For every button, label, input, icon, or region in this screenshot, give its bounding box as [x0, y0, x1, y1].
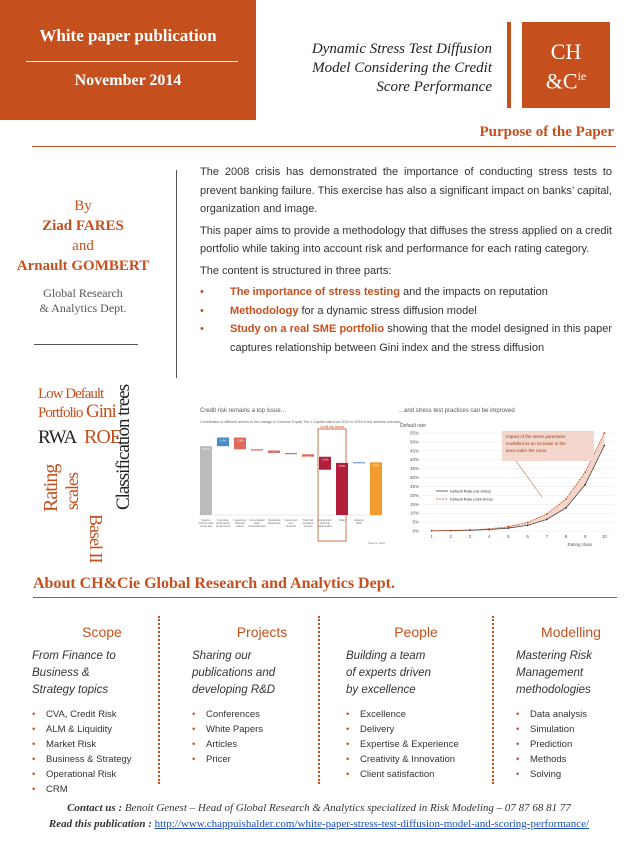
x-axis-label: Rating class — [567, 542, 592, 547]
svg-text:2013 fin ratio: 2013 fin ratio — [198, 522, 214, 525]
purpose-divider — [32, 146, 616, 147]
y-tick-label: 45% — [409, 448, 419, 454]
waterfall-value-label: 8.5% — [373, 464, 379, 468]
column-list — [192, 707, 332, 767]
svg-text:financial: financial — [286, 525, 296, 528]
svg-text:2016: 2016 — [356, 522, 362, 525]
about-heading: About CH&Cie Global Research and Analytics Dept. — [33, 575, 395, 592]
waterfall-chart-title: Contribution of different drivers to the change in Common Equity Tier 1 Capital ratio from 2013 to 2016 in the adverse scenario — [200, 420, 401, 424]
y-tick-label: 10% — [409, 510, 419, 516]
svg-text:Operating: Operating — [217, 519, 229, 522]
svg-text:assets after: assets after — [318, 525, 332, 528]
y-axis-label: Default rate — [400, 423, 426, 429]
word-basel: Basel II — [86, 514, 106, 563]
x-tick-label: 4 — [487, 534, 491, 539]
data-point — [546, 519, 548, 521]
column-description: Sharing our publications and developing R&D — [192, 650, 276, 696]
word-scales: scales — [62, 473, 82, 510]
list-item: • Simulation — [516, 722, 626, 737]
x-tick-label: 10 — [601, 534, 607, 539]
data-point — [431, 530, 433, 532]
data-point — [508, 526, 510, 528]
svg-text:financial: financial — [235, 522, 245, 525]
contact-text: Benoit Genest – Head of Global Research & Analytics specialized in Risk Modeling – 07 87 68 81 77 — [122, 802, 571, 814]
list-item: • Creativity & Innovation — [346, 752, 486, 767]
column-list — [32, 707, 172, 797]
read-label: Read this publication : — [48, 818, 152, 830]
publication-date: November 2014 — [74, 72, 182, 89]
data-point — [546, 513, 548, 515]
x-tick-label: 5 — [507, 534, 510, 539]
about-column-projects — [192, 624, 332, 767]
department-line: & Analytics Dept. — [39, 301, 127, 315]
right-chart-caption: …and stress test practices can be improved — [398, 408, 515, 414]
list-item: • Pricer — [192, 752, 332, 767]
data-point — [604, 445, 606, 447]
data-point — [527, 524, 529, 526]
list-item: • Excellence — [346, 707, 486, 722]
authors-divider — [34, 344, 138, 345]
list-item: • Prediction — [516, 737, 626, 752]
word-classification: Classification trees — [113, 384, 134, 510]
paper-title — [272, 40, 492, 97]
logo-text-c: &C — [545, 68, 578, 94]
svg-text:stress test: stress test — [200, 525, 212, 528]
purpose-paragraph: The 2008 crisis has demonstrated the importance of conducting stress tests to prevent banking failure. This exercise has also a significant impact on banks’ capital, organization and image. — [200, 166, 612, 215]
stress-waterfall-chart — [196, 417, 401, 547]
x-tick-label: 8 — [564, 534, 568, 539]
column-title: People — [394, 624, 438, 640]
y-tick-label: 5% — [412, 519, 419, 525]
legend-label-pre: Default Rate pre-stress — [450, 488, 492, 494]
y-tick-label: 0% — [412, 528, 419, 534]
svg-text:financial: financial — [320, 522, 330, 525]
data-point — [527, 522, 529, 524]
column-description: Mastering Risk Management methodologies — [516, 650, 593, 696]
y-tick-label: 40% — [409, 457, 419, 463]
data-point — [469, 529, 471, 531]
list-item: • Articles — [192, 737, 332, 752]
logo-text-cie — [522, 64, 610, 93]
annotation-arrow — [516, 461, 542, 497]
waterfall-bar — [370, 462, 382, 515]
word-gini: Gini — [86, 401, 116, 422]
legend-label-post: Default Rate post-stress — [450, 496, 493, 502]
svg-text:Adverse: Adverse — [354, 519, 364, 522]
impact-box-label: Credit risk impact — [319, 425, 345, 429]
list-item: • CRM — [32, 782, 172, 797]
by-label: By — [74, 198, 92, 214]
svg-text:Impairment: Impairment — [318, 519, 332, 522]
purpose-bullet: • Study on a real SME portfolio showing that the model designed in this paper captures relationship between Gini index and the stress diffusion — [200, 323, 612, 354]
banner-divider — [26, 61, 238, 62]
list-item: • Delivery — [346, 722, 486, 737]
list-item: • Conferences — [192, 707, 332, 722]
purpose-paragraph: The content is structured in three parts: — [200, 264, 392, 277]
data-point — [584, 471, 586, 473]
purpose-bullet-list — [200, 283, 612, 357]
waterfall-value-label: -0.2% — [287, 455, 295, 458]
data-point — [565, 507, 567, 509]
x-tick-label: 2 — [449, 534, 453, 539]
data-point — [604, 432, 606, 434]
waterfall-bar — [353, 462, 365, 463]
waterfall-value-label: -2.1% — [321, 458, 329, 462]
list-item: • Client satisfaction — [346, 767, 486, 782]
x-tick-label: 9 — [583, 534, 587, 539]
svg-text:comprehensive: comprehensive — [248, 525, 266, 528]
y-tick-label: 25% — [409, 483, 419, 489]
column-divider — [492, 616, 494, 784]
list-item: • CVA, Credit Risk — [32, 707, 172, 722]
svg-text:assets: assets — [236, 525, 244, 528]
author-name: Ziad FARES — [42, 218, 124, 234]
publication-label: White paper publication — [39, 26, 217, 45]
word-rating: Rating — [40, 464, 62, 512]
vertical-divider — [176, 170, 177, 378]
paper-title-line: Model Considering the Credit — [312, 60, 492, 76]
author-name: Arnault GOMBERT — [16, 258, 150, 274]
svg-text:impairments: impairments — [215, 525, 231, 528]
column-list — [516, 707, 626, 782]
word-rwa: RWA — [38, 427, 77, 448]
svg-text:Transitional: Transitional — [267, 519, 281, 522]
list-item: • Business & Strategy — [32, 752, 172, 767]
about-column-scope — [32, 624, 172, 797]
list-item: • Operational Risk — [32, 767, 172, 782]
y-tick-label: 50% — [409, 439, 419, 445]
default-rate-chart — [392, 417, 622, 549]
word-portfolio: Portfolio — [38, 405, 83, 421]
waterfall-value-label: 1.4% — [220, 439, 226, 443]
column-title: Projects — [236, 624, 288, 640]
y-tick-label: 55% — [409, 430, 419, 436]
word-low-default: Low Default — [38, 386, 104, 402]
waterfall-value-label: -0.4% — [304, 456, 312, 460]
paper-title-line: Score Performance — [376, 79, 492, 95]
y-tick-label: 35% — [409, 466, 419, 472]
department — [0, 286, 166, 316]
purpose-heading: Purpose of the Paper — [479, 124, 614, 140]
word-roe: ROE — [84, 426, 121, 448]
svg-text:Accumulated: Accumulated — [249, 519, 265, 522]
x-tick-label: 7 — [545, 534, 549, 539]
y-tick-label: 15% — [409, 501, 419, 507]
title-accent-bar — [507, 22, 511, 108]
annotation-text-3: area under the curve — [506, 448, 547, 453]
y-tick-label: 20% — [409, 492, 419, 498]
x-axis-ticks — [430, 534, 607, 539]
svg-text:other: other — [254, 522, 260, 525]
authors-block — [0, 196, 166, 276]
waterfall-value-label: -1.9% — [236, 439, 244, 443]
svg-text:Impairment: Impairment — [233, 519, 247, 522]
contact-label: Contact us : — [67, 802, 123, 814]
about-column-modelling — [516, 624, 626, 782]
purpose-bullet: • The importance of stress testing and the impacts on reputation — [200, 286, 548, 298]
svg-text:adjustment: adjustment — [267, 522, 281, 525]
waterfall-bar — [200, 446, 212, 515]
column-divider — [318, 616, 320, 784]
waterfall-value-label: -0.4% — [270, 452, 278, 456]
list-item: • Methods — [516, 752, 626, 767]
purpose-bullet: • Methodology for a dynamic stress diffusion model — [200, 304, 477, 317]
purpose-paragraph: This paper aims to provide a methodology that diffuses the stress applied on a credit portfolio while taking into account risk and performance for each rating category. — [200, 224, 612, 255]
list-item: • ALM & Liquidity — [32, 722, 172, 737]
read-line — [10, 816, 628, 832]
svg-text:Starting: Starting — [201, 519, 211, 522]
data-point — [450, 530, 452, 532]
about-divider — [33, 597, 617, 598]
logo-text-ie: ie — [577, 69, 587, 83]
svg-text:Other: Other — [338, 519, 346, 522]
contact-line — [10, 800, 628, 816]
publication-banner — [0, 0, 256, 120]
left-chart-caption: Credit risk remains a top issue… — [200, 408, 287, 414]
list-item: • White Papers — [192, 722, 332, 737]
list-item: • Solving — [516, 767, 626, 782]
data-point — [565, 498, 567, 500]
waterfall-bar — [336, 463, 348, 515]
department-line: Global Research — [43, 286, 123, 300]
x-tick-label: 3 — [468, 534, 472, 539]
svg-text:non-: non- — [288, 522, 294, 525]
annotation-text-1: Impact of the stress parameter — [506, 434, 566, 439]
column-description: Building a team of experts driven by excellence — [346, 650, 432, 696]
column-title: Scope — [82, 624, 122, 640]
svg-text:amount: amount — [303, 525, 313, 528]
chart-source-label: Source: EBA — [368, 541, 386, 545]
data-point — [584, 484, 586, 486]
list-item: • Expertise & Experience — [346, 737, 486, 752]
waterfall-value-label: -0.2% — [253, 451, 261, 455]
company-logo — [522, 22, 610, 108]
waterfall-value-label: 11.1% — [202, 448, 210, 452]
list-item: • Data analysis — [516, 707, 626, 722]
paper-title-line: Dynamic Stress Test Diffusion — [311, 41, 492, 57]
column-description: From Finance to Business & Strategy topics — [32, 650, 116, 696]
annotation-text-2: modelled as an increase in the — [506, 441, 566, 446]
list-item: • Market Risk — [32, 737, 172, 752]
and-label: and — [72, 238, 94, 254]
x-tick-label: 6 — [526, 534, 529, 539]
publication-link[interactable]: http://www.chappuishalder.com/white-paper-stress-test-diffusion-model-and-scoring-performance/ — [154, 818, 590, 830]
logo-text-ch: CH — [550, 39, 582, 64]
footer — [10, 800, 628, 832]
x-tick-label: 1 — [430, 534, 433, 539]
y-axis-ticks — [410, 431, 419, 534]
about-column-people — [346, 624, 486, 782]
purpose-body — [200, 163, 612, 357]
column-title: Modelling — [541, 624, 601, 640]
svg-text:exposure: exposure — [302, 522, 314, 525]
svg-text:Impairment: Impairment — [284, 519, 298, 522]
column-divider — [158, 616, 160, 784]
waterfall-value-label: 8.4% — [339, 464, 345, 468]
data-point — [488, 528, 490, 530]
svg-text:profit before: profit before — [216, 522, 230, 525]
waterfall-value-label: 0.1% — [356, 464, 362, 468]
y-tick-label: 30% — [409, 475, 419, 481]
column-list — [346, 707, 486, 782]
svg-text:Total risk: Total risk — [302, 519, 314, 522]
